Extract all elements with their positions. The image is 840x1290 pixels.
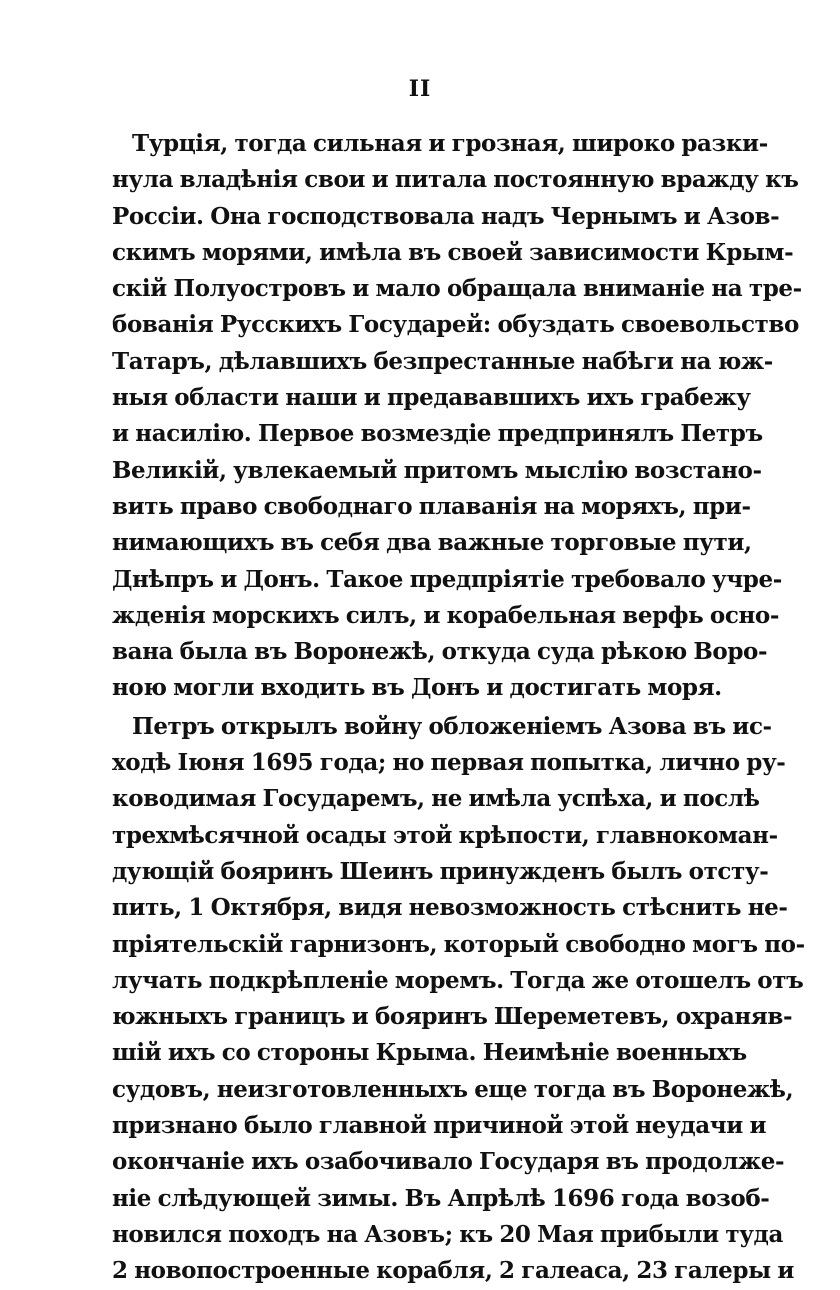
text-line: новился походъ на Азовъ; къ 20 Мая прибыли туда <box>112 1220 783 1248</box>
text-line: жденія морскихъ силъ, и корабельная верфь осно- <box>112 601 779 629</box>
text-line: ною могли входить въ Донъ и достигать моря. <box>112 674 722 702</box>
text-line: скимъ морями, имѣла въ своей зависимости Крым- <box>112 238 794 266</box>
text-line: южныхъ границъ и бояринъ Шереметевъ, охраняв- <box>112 1003 793 1031</box>
text-line: признано было главной причиной этой неудачи и <box>112 1112 767 1140</box>
text-line: шій ихъ со стороны Крыма. Неимѣніе военныхъ <box>112 1039 747 1067</box>
text-line: Россіи. Она господствовала надъ Чернымъ и Азов- <box>112 202 780 230</box>
text-line: нула владѣнія свои и питала постоянную вражду къ <box>112 166 799 194</box>
text-line: нимающихъ въ себя два важные торговые пути, <box>112 529 752 557</box>
text-line: лучать подкрѣпленіе моремъ. Тогда же отошелъ отъ <box>112 966 804 994</box>
text-line: ніе слѣдующей зимы. Въ Апрѣлѣ 1696 года возоб- <box>112 1184 770 1212</box>
text-line: окончаніе ихъ озабочивало Государя въ продолже- <box>112 1148 785 1176</box>
text-line: и насилію. Первое возмездіе предпринялъ Петръ <box>112 420 763 448</box>
text-line: судовъ, неизготовленныхъ еще тогда въ Воронежѣ, <box>112 1075 794 1103</box>
text-line: пріятельскій гарнизонъ, который свободно могъ по- <box>112 930 805 958</box>
text-line: вить право свободнаго плаванія на моряхъ, при- <box>112 492 751 520</box>
page-number: II <box>408 76 432 102</box>
body-text <box>112 126 805 1290</box>
paragraph-1 <box>112 126 802 707</box>
text-line: ководимая Государемъ, не имѣла успѣха, и послѣ <box>112 785 760 813</box>
text-line: Великій, увлекаемый притомъ мыслію возстано- <box>112 456 762 484</box>
text-line: пить, 1 Октября, видя невозможность стѣснить не- <box>112 894 788 922</box>
text-line: дующій бояринъ Шеинъ принужденъ былъ отсту- <box>112 857 769 885</box>
text-line: 2 новопостроенные корабля, 2 галеаса, 23 галеры и <box>112 1257 795 1285</box>
text-line: скій Полуостровъ и мало обращала вниманіе на тре- <box>112 275 802 303</box>
text-line: вана была въ Воронежѣ, откуда суда рѣкою Воро- <box>112 638 768 666</box>
text-line: Петръ открылъ войну обложеніемъ Азова въ ис- <box>132 712 772 740</box>
paragraph-2 <box>112 709 805 1290</box>
text-line: трехмѣсячной осады этой крѣпости, главнокоман- <box>112 821 778 849</box>
text-line: Турція, тогда сильная и грозная, широко разки- <box>132 130 768 157</box>
text-line: ныя области наши и предававшихъ ихъ грабежу <box>112 384 751 412</box>
text-line: ходѣ Іюня 1695 года; но первая попытка, лично ру- <box>112 749 786 777</box>
text-line: Татаръ, дѣлавшихъ безпрестанные набѣги на юж- <box>112 347 773 375</box>
text-line: Днѣпръ и Донъ. Такое предпріятіе требовало учре- <box>112 565 782 593</box>
text-line: бованія Русскихъ Государей: обуздать своевольство <box>112 311 799 339</box>
